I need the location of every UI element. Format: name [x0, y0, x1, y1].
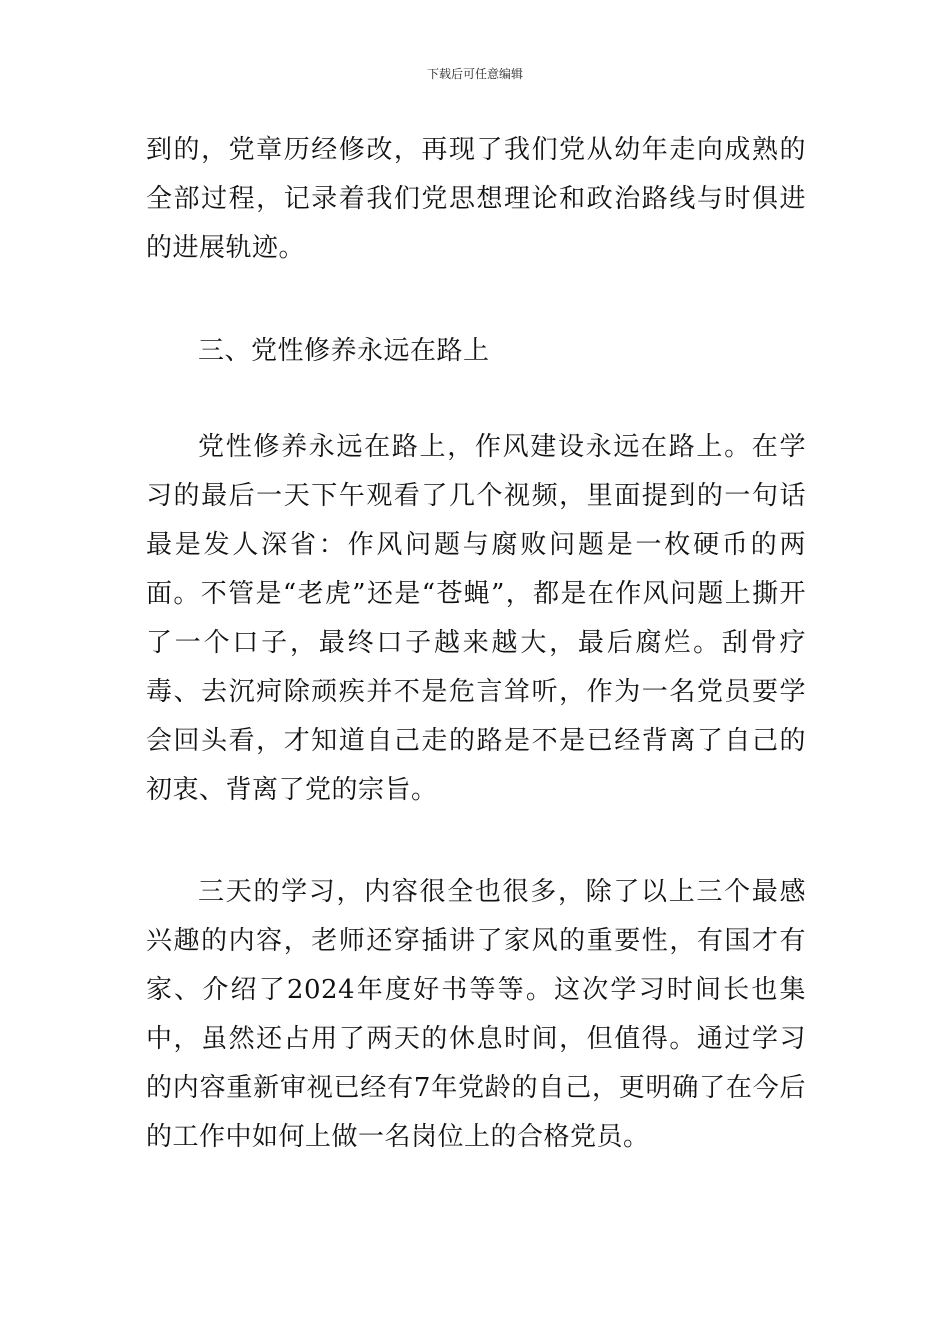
paragraph-text: 三天的学习，内容很全也很多，除了以上三个最感兴趣的内容，老师还穿插讲了家风的重要性，有国才有家、介绍了2024年度好书等等。这次学习时间长也集中，虽然还占用了两天的休息时间，但值得。通过学习的内容重新审视已经有7年党龄的自己，更明确了在今后的工作中如何上做一名岗位上的合格党员。: [146, 877, 806, 1152]
paragraph-party-spirit: [146, 423, 806, 815]
paragraph-summary: [146, 868, 806, 1162]
section-heading: 三、党性修养永远在路上: [198, 336, 490, 366]
paragraph-text: 党性修养永远在路上，作风建设永远在路上。在学习的最后一天下午观看了几个视频，里面提到的一句话最是发人深省：作风问题与腐败问题是一枚硬币的两面。不管是“老虎”还是“苍蝇”，都是在作风问题上撕开了一个口子，最终口子越来越大，最后腐烂。刮骨疗毒、去沉疴除顽疾并不是危言耸听，作为一名党员要学会回头看，才知道自己走的路是不是已经背离了自己的初衷、背离了党的宗旨。: [146, 432, 806, 805]
paragraph-text: 到的，党章历经修改，再现了我们党从幼年走向成熟的全部过程，记录着我们党思想理论和政治路线与时俱进的进展轨迹。: [146, 135, 806, 263]
paragraph-continuation: [146, 126, 806, 273]
page-header: 下载后可任意编辑: [426, 67, 523, 81]
